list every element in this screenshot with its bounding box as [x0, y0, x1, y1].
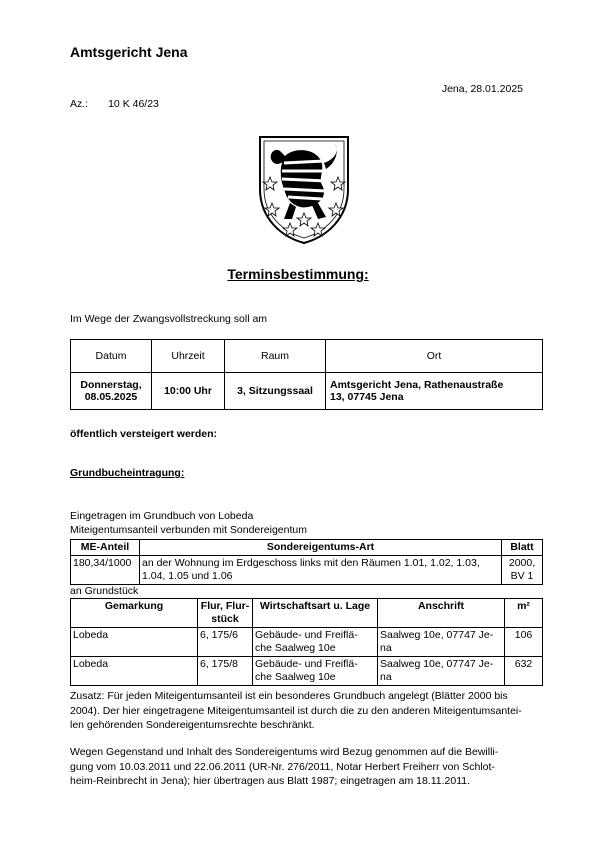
place-date: Jena, 28.01.2025	[441, 83, 523, 95]
page-title: Terminsbestimmung:	[227, 266, 369, 282]
col-header-anschrift: Anschrift	[378, 599, 505, 628]
ort-line: Amtsgericht Jena, Rathenaustraße	[330, 379, 504, 391]
flur-header-line: stück	[211, 613, 239, 625]
col-header-datum: Datum	[71, 340, 152, 373]
qm: 106	[505, 628, 543, 657]
wirtschaftsart	[253, 657, 378, 686]
anschrift-line: Saalweg 10e, 07747 Je-	[380, 629, 494, 641]
table-row	[71, 540, 543, 556]
anschrift	[378, 628, 505, 657]
wirtschaftsart	[253, 628, 378, 657]
termin-ort	[326, 373, 543, 410]
col-header-blatt: Blatt	[502, 540, 543, 556]
datum-weekday: Donnerstag,	[80, 379, 142, 391]
col-header-wirtschaftsart: Wirtschaftsart u. Lage	[253, 599, 378, 628]
termin-datum	[71, 373, 152, 410]
col-header-art: Sondereigentums-Art	[140, 540, 502, 556]
az-number: 10 K 46/23	[108, 98, 159, 110]
col-header-qm: m²	[505, 599, 543, 628]
zusatz-paragraph	[70, 689, 542, 733]
bezug-line: gung vom 10.03.2011 und 22.06.2011 (UR-Nr. 276/2011, Notar Herbert Freiherr von Schlot-	[70, 760, 495, 773]
gemarkung: Lobeda	[71, 657, 198, 686]
wa-line: Gebäude- und Freiflä-	[255, 658, 358, 670]
anschrift-line: Saalweg 10e, 07747 Je-	[380, 658, 494, 670]
flur: 6, 175/6	[198, 628, 253, 657]
me-anteil: 180,34/1000	[71, 556, 140, 585]
anschrift	[378, 657, 505, 686]
grundstueck-table	[70, 598, 543, 686]
bezug-line: Wegen Gegenstand und Inhalt des Sondereigentums wird Bezug genommen auf die Bewilli-	[70, 746, 499, 758]
an-grundstueck-text: an Grundstück	[70, 585, 139, 597]
blatt-line: 2000,	[508, 557, 536, 569]
file-reference	[70, 98, 159, 110]
art-line: 1.04, 1.05 und 1.06	[142, 570, 233, 582]
grundbuch-heading: Grundbucheintragung:	[70, 467, 185, 479]
bezug-paragraph	[70, 745, 542, 789]
court-name: Amtsgericht Jena	[70, 44, 188, 60]
ort-line: 13, 07745 Jena	[330, 391, 404, 403]
col-header-gemarkung: Gemarkung	[71, 599, 198, 628]
col-header-ort: Ort	[326, 340, 543, 373]
anschrift-line: na	[380, 642, 392, 654]
termin-uhrzeit: 10:00 Uhr	[152, 373, 225, 410]
blatt	[502, 556, 543, 585]
blatt-line: BV 1	[510, 570, 534, 582]
zusatz-line: 2004). Der hier eingetragene Miteigentumsanteil ist durch die zu den anderen Miteigentumsantei-	[70, 704, 522, 717]
col-header-anteil: ME-Anteil	[71, 540, 140, 556]
table-row	[71, 599, 543, 628]
termin-raum: 3, Sitzungssaal	[225, 373, 326, 410]
gemarkung: Lobeda	[71, 628, 198, 657]
wa-line: che Saalweg 10e	[255, 642, 336, 654]
zusatz-line: len gehörenden Sondereigentumsrechte beschränkt.	[70, 719, 315, 731]
anschrift-line: na	[380, 671, 392, 683]
zusatz-line: Zusatz: Für jeden Miteigentumsanteil ist ein besonderes Grundbuch angelegt (Blätter 2000 bis	[70, 690, 508, 702]
flur-header-line: Flur, Flur-	[200, 600, 250, 612]
art-line: an der Wohnung im Erdgeschoss links mit den Räumen 1.01, 1.02, 1.03,	[142, 557, 480, 569]
me-table	[70, 539, 543, 585]
datum-date: 08.05.2025	[84, 391, 138, 403]
miteigentum-text: Miteigentumsanteil verbunden mit Sondereigentum	[70, 524, 307, 536]
wa-line: Gebäude- und Freiflä-	[255, 629, 358, 641]
col-header-raum: Raum	[225, 340, 326, 373]
public-auction-text: öffentlich versteigert werden:	[70, 428, 218, 440]
thuringia-coat-of-arms-icon	[256, 133, 352, 245]
table-row	[71, 657, 543, 686]
eingetragen-text: Eingetragen im Grundbuch von Lobeda	[70, 510, 254, 522]
qm: 632	[505, 657, 543, 686]
az-label: Az.:	[70, 98, 89, 110]
termin-table	[70, 339, 543, 410]
table-row	[71, 556, 543, 585]
bezug-line: heim-Reinbrecht in Jena); hier übertragen aus Blatt 1987; eingetragen am 18.11.2011.	[70, 775, 471, 787]
table-row	[71, 628, 543, 657]
table-row	[71, 373, 543, 410]
col-header-flur	[198, 599, 253, 628]
wa-line: che Saalweg 10e	[255, 671, 336, 683]
col-header-uhrzeit: Uhrzeit	[152, 340, 225, 373]
sondereigentum-art	[140, 556, 502, 585]
table-row	[71, 340, 543, 373]
intro-text: Im Wege der Zwangsvollstreckung soll am	[70, 313, 268, 325]
flur: 6, 175/8	[198, 657, 253, 686]
